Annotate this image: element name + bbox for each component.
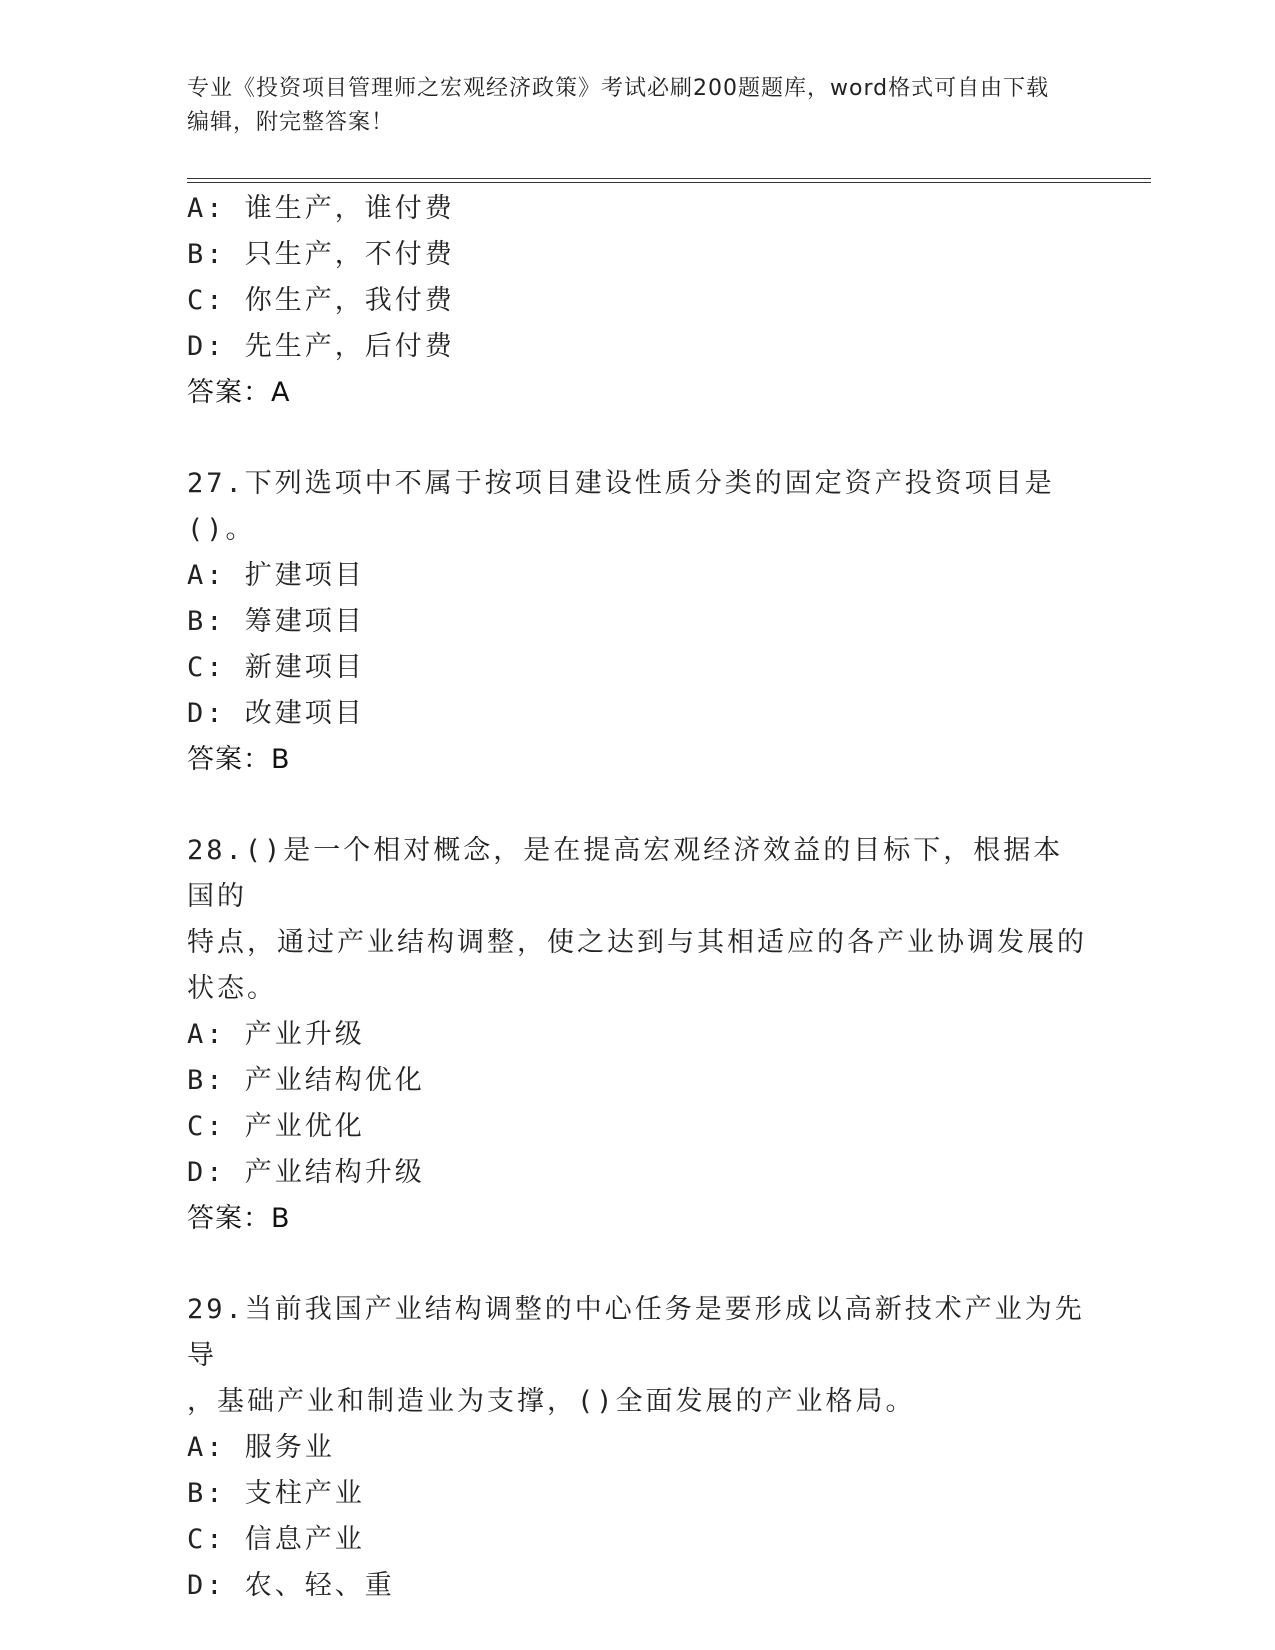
header-divider	[187, 178, 1151, 183]
question-stem: 特点，通过产业结构调整，使之达到与其相适应的各产业协调发展的	[187, 927, 1087, 958]
option-c: C: 产业优化	[187, 1111, 365, 1142]
option-a: A: 谁生产，谁付费	[187, 193, 455, 224]
question-stem: 27.下列选项中不属于按项目建设性质分类的固定资产投资项目是()。	[187, 468, 1055, 545]
option-a: A: 产业升级	[187, 1019, 365, 1050]
question-stem: ，基础产业和制造业为支撑，()全面发展的产业格局。	[187, 1386, 916, 1417]
option-b: B: 只生产，不付费	[187, 239, 455, 270]
question-block	[187, 828, 1087, 1242]
option-b: B: 支柱产业	[187, 1478, 365, 1509]
option-b: B: 产业结构优化	[187, 1065, 425, 1096]
option-b: B: 筹建项目	[187, 606, 365, 637]
question-stem: 状态。	[187, 973, 277, 1004]
document-header: 专业《投资项目管理师之宏观经济政策》考试必刷200题题库，word格式可自由下载编辑，附完整答案！	[187, 76, 1050, 135]
question-block	[187, 1287, 1087, 1609]
option-d: D: 产业结构升级	[187, 1157, 425, 1188]
question-stem: 29.当前我国产业结构调整的中心任务是要形成以高新技术产业为先导	[187, 1294, 1085, 1371]
question-stem: 28.()是一个相对概念，是在提高宏观经济效益的目标下，根据本国的	[187, 835, 1064, 912]
answer-line: 答案：B	[187, 744, 291, 775]
question-block	[187, 461, 1087, 783]
question-list	[187, 186, 1087, 1609]
option-d: D: 改建项目	[187, 698, 365, 729]
option-c: C: 信息产业	[187, 1524, 365, 1555]
option-c: C: 新建项目	[187, 652, 365, 683]
option-c: C: 你生产，我付费	[187, 285, 455, 316]
option-d: D: 农、轻、重	[187, 1570, 395, 1601]
option-d: D: 先生产，后付费	[187, 331, 455, 362]
answer-line: 答案：A	[187, 377, 291, 408]
answer-line: 答案：B	[187, 1203, 291, 1234]
option-a: A: 扩建项目	[187, 560, 365, 591]
option-a: A: 服务业	[187, 1432, 335, 1463]
question-block	[187, 186, 1087, 416]
